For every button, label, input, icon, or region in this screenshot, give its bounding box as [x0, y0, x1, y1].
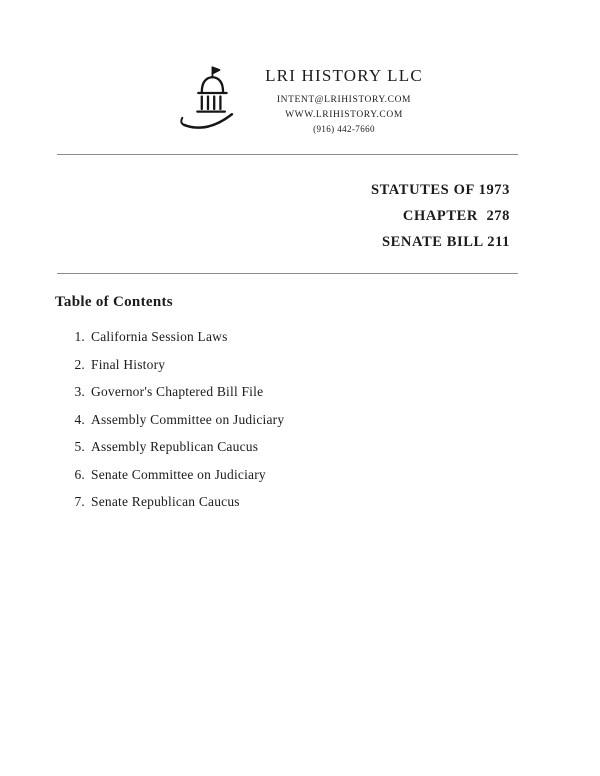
bill-line: SENATE BILL 211 [381, 234, 510, 250]
divider-bottom [57, 273, 518, 274]
toc-item [70, 467, 600, 483]
toc-item-number: 1. [74, 329, 85, 344]
toc-item-label: Final History [91, 356, 166, 372]
toc-item [70, 357, 600, 373]
divider-top [57, 154, 518, 155]
toc-item-label: Assembly Committee on Judiciary [91, 411, 285, 427]
toc-item [70, 439, 600, 455]
toc-item [70, 494, 600, 510]
toc-item-number: 4. [74, 411, 85, 427]
toc-list [70, 329, 600, 510]
company-name: LRI HISTORY LLC [265, 66, 423, 85]
toc-item-number: 5. [74, 439, 85, 454]
toc-item-label: Senate Republican Caucus [91, 494, 240, 509]
statute-reference [0, 177, 510, 255]
letterhead-text [265, 60, 423, 137]
toc-item-label: Governor's Chaptered Bill File [91, 384, 264, 399]
toc-item-number: 3. [74, 384, 85, 399]
email-text: INTENT@LRIHISTORY.COM [276, 95, 412, 105]
chapter-line: CHAPTER 278 [402, 208, 510, 224]
toc-title: Table of Contents [55, 294, 173, 310]
toc-item-label: Assembly Republican Caucus [91, 439, 259, 454]
toc-item [70, 412, 600, 428]
toc-item-label: Senate Committee on Judiciary [91, 466, 266, 482]
toc-item-number: 6. [74, 466, 85, 482]
capitol-logo-icon [177, 62, 239, 140]
toc-item-number: 7. [74, 494, 85, 509]
phone-text: (916) 442-7660 [313, 124, 375, 135]
toc-item-number: 2. [74, 356, 85, 372]
toc-item [70, 329, 600, 345]
toc-item-label: California Session Laws [91, 329, 228, 344]
letterhead [0, 0, 600, 140]
statutes-line: STATUTES OF 1973 [370, 182, 510, 198]
toc-item [70, 384, 600, 400]
website-text: WWW.LRIHISTORY.COM [285, 109, 403, 120]
